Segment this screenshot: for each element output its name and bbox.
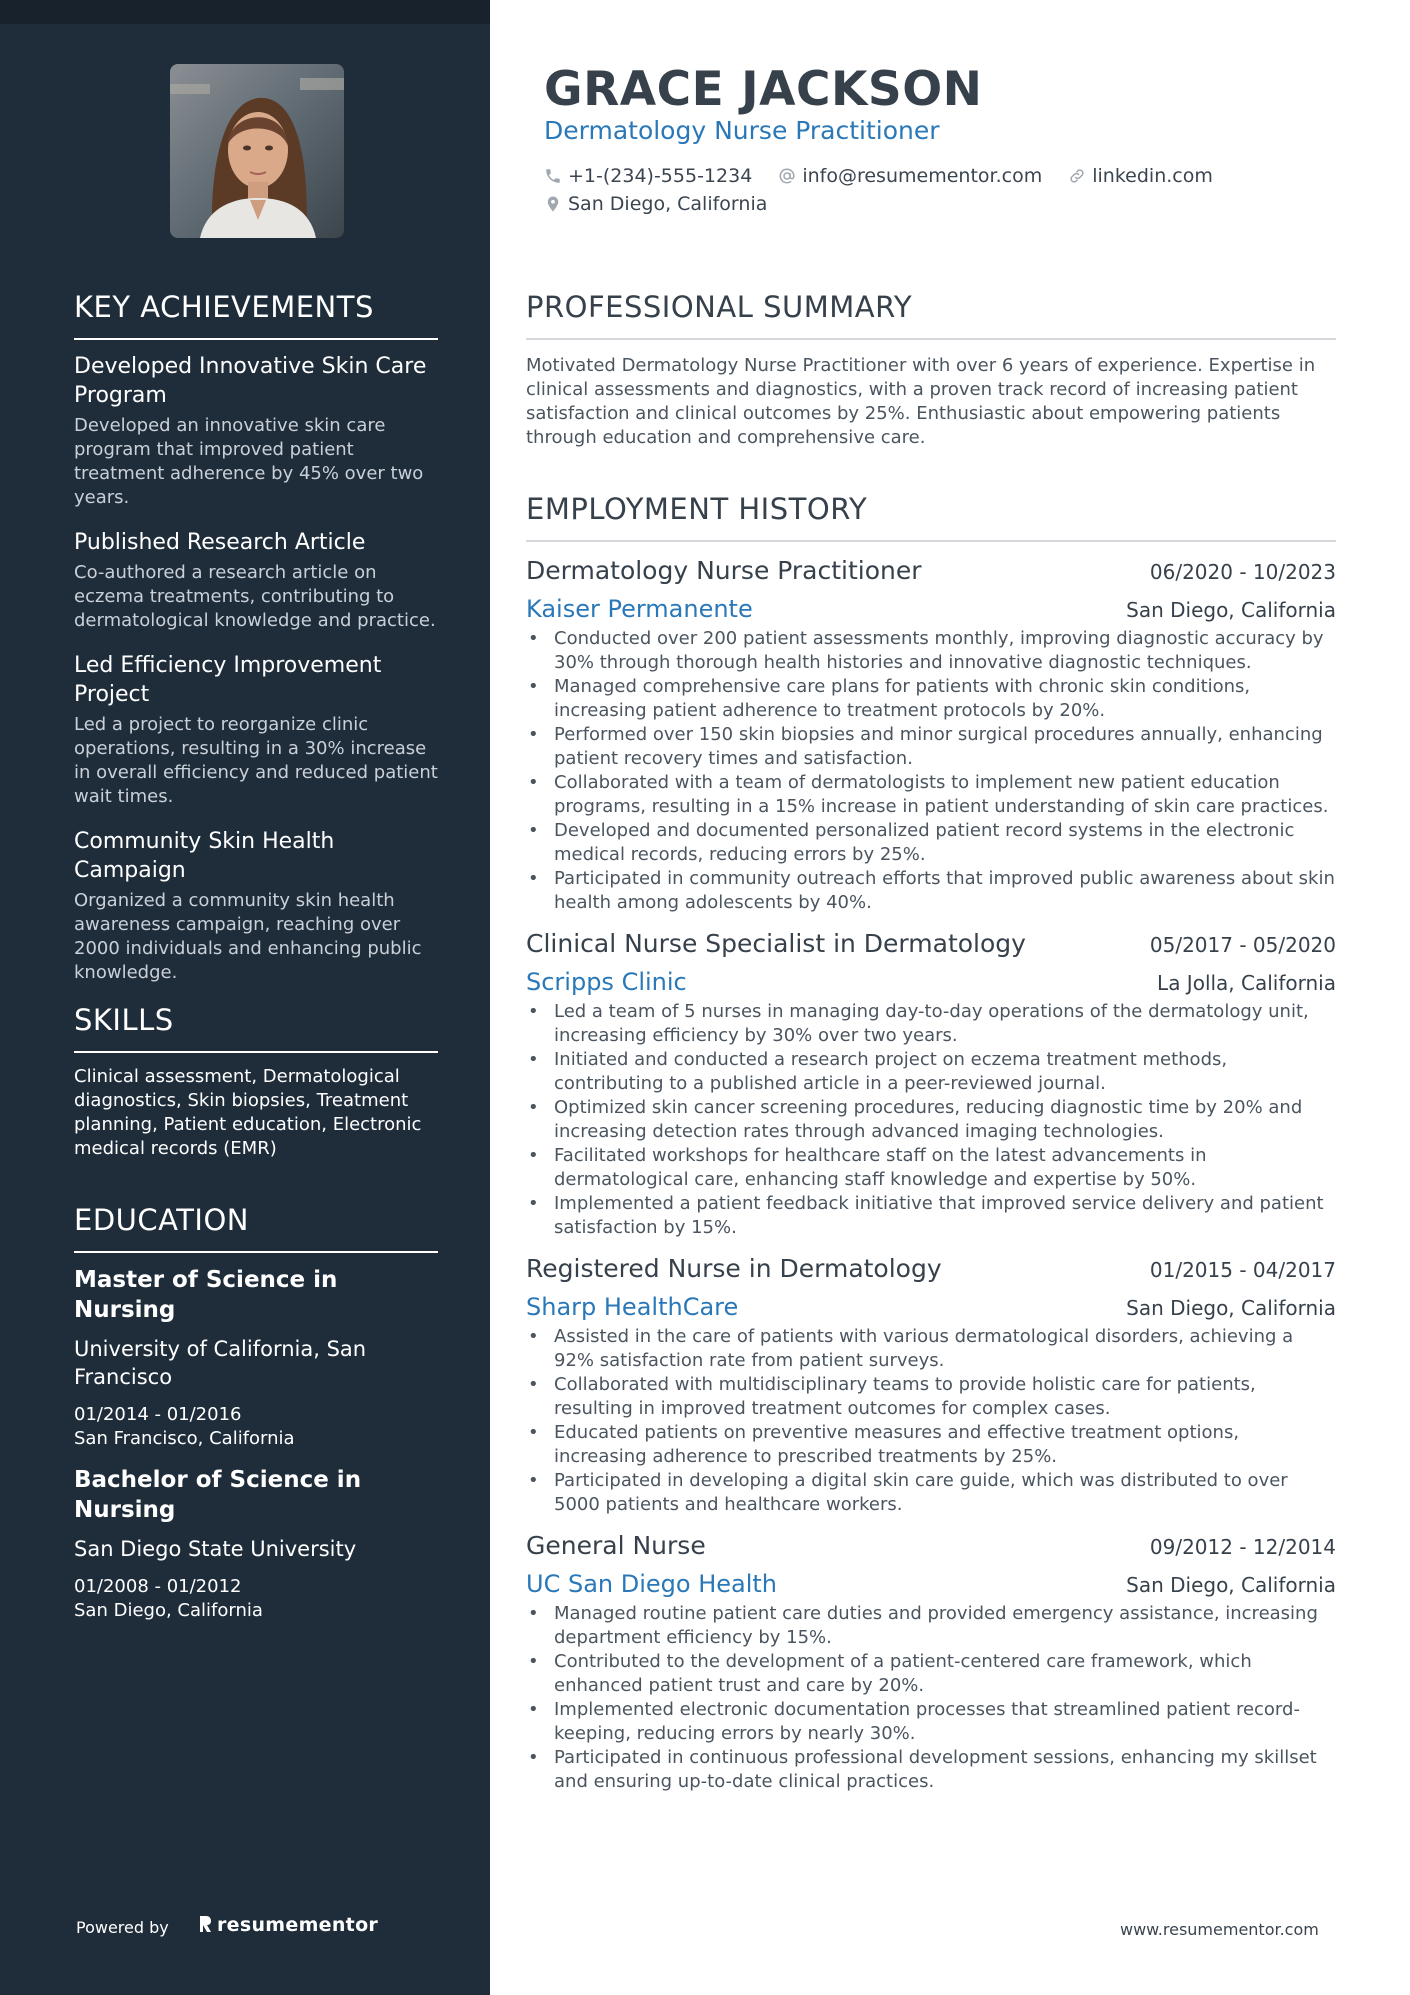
job-title: Registered Nurse in Dermatology (526, 1254, 942, 1283)
job-bullets (526, 1602, 1336, 1794)
job-company: Kaiser Permanente (526, 595, 753, 623)
job-location: San Diego, California (1126, 1573, 1336, 1597)
email-text: info@resumementor.com (802, 165, 1043, 187)
education-degree: Bachelor of Science in Nursing (74, 1467, 362, 1523)
key-achievements-heading: KEY ACHIEVEMENTS (74, 290, 438, 340)
education-item (74, 1465, 438, 1623)
job-bullets (526, 1325, 1336, 1517)
job-bullet: • Participated in continuous professional development sessions, enhancing my skillset and ensuring up-to-date clinical practices. (526, 1746, 1336, 1794)
brand-logo[interactable] (198, 1914, 378, 1936)
job-bullet: • Collaborated with a team of dermatologists to implement new patient education programs, resulting in a 15% increase in patient understanding of skin care practices. (526, 771, 1336, 819)
job-bullet: • Led a team of 5 nurses in managing day-to-day operations of the dermatology unit, increasing efficiency by 30% over two years. (526, 1000, 1336, 1048)
skills-heading: SKILLS (74, 1003, 438, 1053)
location-text: San Diego, California (568, 193, 768, 215)
achievement-description: Organized a community skin health awareness campaign, reaching over 2000 individuals and enhancing public knowledge. (74, 890, 422, 983)
achievement-title: Led Efficiency Improvement Project (74, 653, 382, 707)
job-bullet: • Optimized skin cancer screening procedures, reducing diagnostic time by 20% and increasing detection rates through advanced imaging technologies. (526, 1096, 1336, 1144)
achievement-title: Developed Innovative Skin Care Program (74, 354, 427, 408)
contact-info (544, 162, 1344, 218)
job-entry (526, 556, 1336, 915)
job-company: Scripps Clinic (526, 968, 687, 996)
footer-website-link[interactable]: www.resumementor.com (1120, 1920, 1319, 1939)
job-location: San Diego, California (1126, 598, 1336, 622)
professional-summary: Motivated Dermatology Nurse Practitioner with over 6 years of experience. Expertise in clinical assessments and diagnostics, with a proven track record of increasing patient satisfaction and clinical outcomes by 25%. Enthusiastic about empowering patients through education and comprehensive care. (526, 355, 1316, 448)
contact-location (544, 190, 767, 218)
job-bullet: • Collaborated with multidisciplinary teams to provide holistic care for patients, resulting in improved treatment outcomes for complex cases. (526, 1373, 1336, 1421)
contact-phone[interactable] (544, 162, 752, 190)
linkedin-text: linkedin.com (1092, 165, 1213, 187)
candidate-name: GRACE JACKSON (544, 62, 983, 117)
job-bullet: • Educated patients on preventive measures and effective treatment options, increasing adherence to prescribed treatments by 25%. (526, 1421, 1336, 1469)
achievement-item (74, 827, 438, 985)
education-dates: 01/2008 - 01/2012 (74, 1576, 242, 1597)
education-heading: EDUCATION (74, 1203, 438, 1253)
phone-text: +1-(234)-555-1234 (568, 165, 753, 187)
job-dates: 09/2012 - 12/2014 (1149, 1535, 1336, 1559)
job-bullet: • Facilitated workshops for healthcare staff on the latest advancements in dermatological care, enhancing staff knowledge and expertise by 50%. (526, 1144, 1336, 1192)
job-bullet: • Participated in developing a digital skin care guide, which was distributed to over 5000 patients and healthcare workers. (526, 1469, 1336, 1517)
main-content (526, 290, 1336, 1808)
job-bullet: • Conducted over 200 patient assessments monthly, improving diagnostic accuracy by 30% through thorough health histories and innovative diagnostic techniques. (526, 627, 1336, 675)
at-icon (778, 167, 796, 185)
employment-history-heading: EMPLOYMENT HISTORY (526, 492, 1336, 542)
job-company: Sharp HealthCare (526, 1293, 739, 1321)
job-bullet: • Participated in community outreach efforts that improved public awareness about skin health among adolescents by 40%. (526, 867, 1336, 915)
job-bullet: • Implemented electronic documentation processes that streamlined patient record-keeping, reducing errors by nearly 30%. (526, 1698, 1336, 1746)
job-entry (526, 929, 1336, 1240)
phone-icon (544, 167, 562, 185)
job-bullets (526, 627, 1336, 915)
achievement-item (74, 528, 438, 633)
profile-photo (170, 64, 344, 238)
job-bullet: • Assisted in the care of patients with various dermatological disorders, achieving a 92% satisfaction rate from patient surveys. (526, 1325, 1336, 1373)
brand-mark-icon (198, 1914, 212, 1934)
job-bullet: • Initiated and conducted a research project on eczema treatment methods, contributing to a published article in a peer-reviewed journal. (526, 1048, 1336, 1096)
achievement-description: Led a project to reorganize clinic operations, resulting in a 30% increase in overall efficiency and reduced patient wait times. (74, 714, 438, 807)
achievement-item (74, 651, 438, 809)
contact-linkedin[interactable] (1068, 162, 1213, 190)
job-company: UC San Diego Health (526, 1570, 778, 1598)
education-school: University of California, San Francisco (74, 1337, 367, 1389)
job-bullets (526, 1000, 1336, 1240)
education-school: San Diego State University (74, 1537, 357, 1561)
job-dates: 05/2017 - 05/2020 (1149, 933, 1336, 957)
job-bullet: • Managed comprehensive care plans for patients with chronic skin conditions, increasing patient adherence to treatment protocols by 20%. (526, 675, 1336, 723)
job-bullet: • Performed over 150 skin biopsies and minor surgical procedures annually, enhancing patient recovery times and satisfaction. (526, 723, 1336, 771)
candidate-title: Dermatology Nurse Practitioner (544, 116, 940, 145)
job-title: Dermatology Nurse Practitioner (526, 556, 922, 585)
job-entry (526, 1254, 1336, 1517)
education-degree: Master of Science in Nursing (74, 1267, 338, 1323)
achievement-title: Community Skin Health Campaign (74, 829, 335, 883)
job-bullet: • Developed and documented personalized patient record systems in the electronic medical records, reducing errors by 25%. (526, 819, 1336, 867)
job-dates: 06/2020 - 10/2023 (1149, 560, 1336, 584)
job-bullet: • Implemented a patient feedback initiative that improved service delivery and patient satisfaction by 15%. (526, 1192, 1336, 1240)
job-bullet: • Managed routine patient care duties and provided emergency assistance, increasing department efficiency by 15%. (526, 1602, 1336, 1650)
job-entry (526, 1531, 1336, 1794)
education-item (74, 1265, 438, 1451)
achievement-title: Published Research Article (74, 530, 366, 555)
job-title: General Nurse (526, 1531, 706, 1560)
sidebar (0, 0, 490, 1995)
achievement-description: Co-authored a research article on eczema treatments, contributing to dermatological knowledge and practice. (74, 562, 436, 631)
achievement-item (74, 352, 438, 510)
job-location: La Jolla, California (1157, 971, 1336, 995)
sidebar-content (74, 290, 438, 1637)
brand-name: resumementor (217, 1914, 379, 1936)
location-pin-icon (544, 195, 562, 213)
job-dates: 01/2015 - 04/2017 (1149, 1258, 1336, 1282)
job-title: Clinical Nurse Specialist in Dermatology (526, 929, 1026, 958)
contact-email[interactable] (778, 162, 1042, 190)
education-location: San Diego, California (74, 1600, 263, 1621)
powered-by-label: Powered by (76, 1918, 169, 1937)
sidebar-top-bar (0, 0, 490, 24)
skills-list: Clinical assessment, Dermatological diagnostics, Skin biopsies, Treatment planning, Patient education, Electronic medical records (EMR) (74, 1066, 422, 1159)
job-bullet: • Contributed to the development of a patient-centered care framework, which enhanced patient trust and care by 20%. (526, 1650, 1336, 1698)
education-dates: 01/2014 - 01/2016 (74, 1404, 242, 1425)
job-location: San Diego, California (1126, 1296, 1336, 1320)
link-icon (1068, 167, 1086, 185)
achievement-description: Developed an innovative skin care program that improved patient treatment adherence by 45% over two years. (74, 415, 424, 508)
education-location: San Francisco, California (74, 1428, 295, 1449)
professional-summary-heading: PROFESSIONAL SUMMARY (526, 290, 1336, 340)
